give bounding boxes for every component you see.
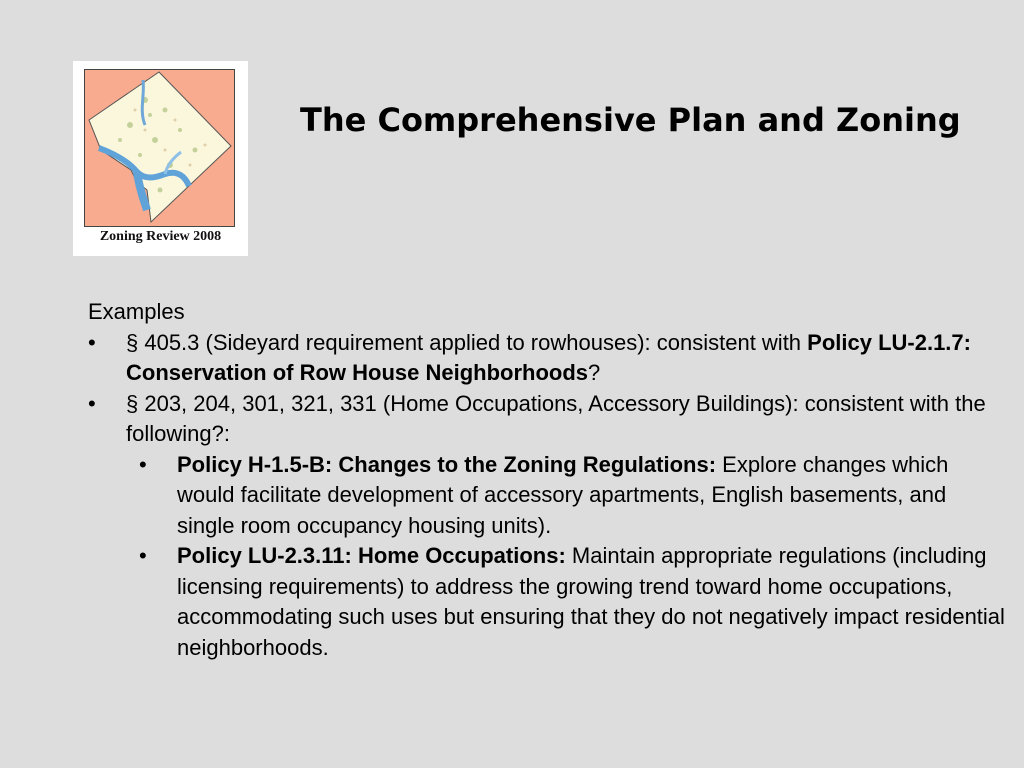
sub-list-item <box>88 450 1008 542</box>
bullet-icon: • <box>139 543 147 568</box>
bullet-icon: • <box>88 390 96 416</box>
dc-map-icon <box>84 69 235 227</box>
zoning-review-logo <box>73 61 248 256</box>
item-text: Explore changes which would facilitate development of accessory apartments, English basements, and single room occupancy housing units). <box>177 451 949 538</box>
list-item <box>88 389 1008 450</box>
slide-body <box>88 297 1008 663</box>
examples-heading: Examples <box>88 299 185 324</box>
bullet-icon: • <box>139 451 147 477</box>
item-text: § 405.3 (Sideyard requirement applied to rowhouses): consistent with <box>126 329 808 355</box>
logo-caption: Zoning Review 2008 <box>99 229 222 244</box>
policy-name: Policy LU-2.3.11: Home Occupations: <box>177 543 566 568</box>
item-suffix: ? <box>588 360 601 385</box>
sub-list-item <box>88 541 1008 663</box>
item-text: § 203, 204, 301, 321, 331 (Home Occupations, Accessory Buildings): consistent with the following?: <box>126 390 986 446</box>
list-item <box>88 328 1008 389</box>
slide-title: The Comprehensive Plan and Zoning <box>300 101 961 139</box>
policy-name: Policy H-1.5-B: Changes to the Zoning Regulations: <box>177 451 717 477</box>
bullet-icon: • <box>88 329 96 355</box>
policy-name: Policy LU-2.1.7: Conservation of Row House Neighborhoods <box>126 329 971 385</box>
item-text: Maintain appropriate regulations (including licensing requirements) to address the growing trend toward home occupations, accommodating such uses but ensuring that they do not negatively impact residential neighborhoods. <box>177 543 1005 660</box>
